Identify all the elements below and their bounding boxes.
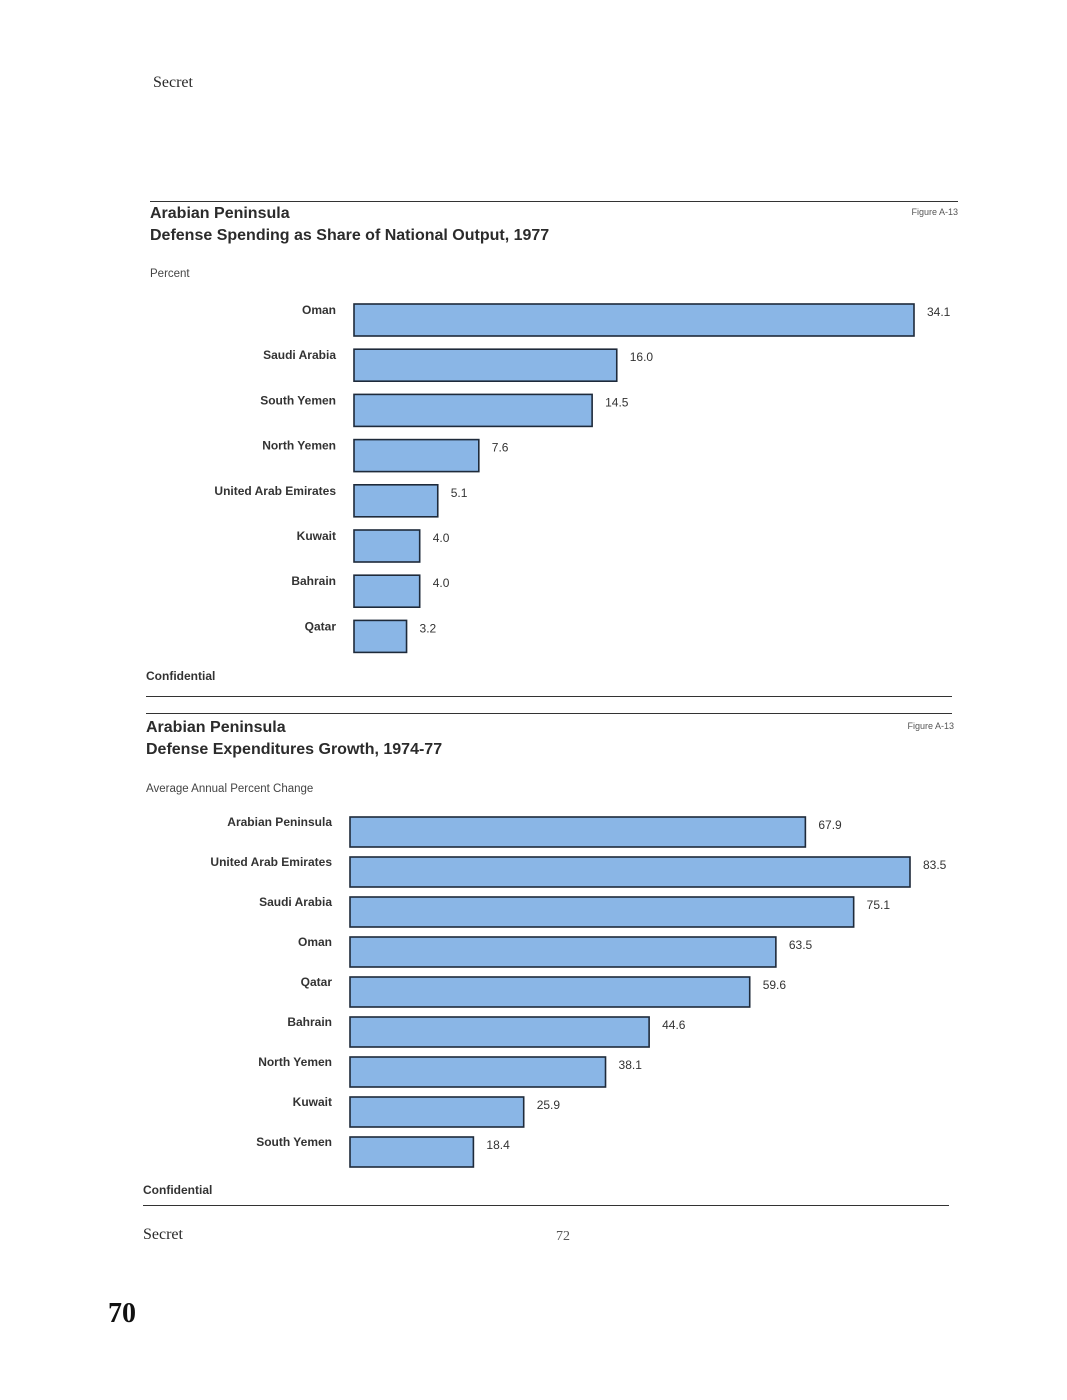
chart2-category-label: Kuwait [292,1095,332,1109]
chart2-value-label: 44.6 [662,1018,686,1032]
chart2-category-label: South Yemen [256,1135,332,1149]
chart2-title: Arabian Peninsula [146,719,286,736]
chart2-category-label: Bahrain [287,1015,332,1029]
chart1-category-label: United Arab Emirates [214,483,336,498]
chart2-category-label: North Yemen [258,1055,332,1069]
chart2-bar [350,897,854,927]
chart1-value-label: 4.0 [432,531,450,545]
chart1-value-label: 3.2 [419,621,437,636]
chart2-category-label: United Arab Emirates [210,855,332,869]
chart2-category-label: Oman [297,935,332,949]
chart2-category-label: Qatar [300,975,332,989]
chart2-value-label: 75.1 [866,898,891,912]
chart1-title: Arabian Peninsula [150,205,290,222]
chart1-value-label: 16.0 [629,350,654,365]
handwritten-page-number: 70 [108,1298,136,1329]
chart2-bar [350,1137,473,1167]
chart2-category-label: Saudi Arabia [259,895,332,909]
chart1-category-label: Oman [301,303,336,317]
chart2-bar [350,977,750,1007]
chart2-subtitle: Defense Expenditures Growth, 1974-77 [146,741,443,758]
chart1-value-label: 14.5 [605,395,629,410]
chart2-bar [350,1097,524,1127]
chart2-bar [350,1057,606,1087]
chart1-category-label: South Yemen [260,393,336,408]
chart2-bar [350,817,805,847]
chart2-classification: Confidential [143,1183,213,1197]
chart2-bar [350,937,776,967]
chart2-unit-label: Average Annual Percent Change [146,783,314,795]
footer-page-number: 72 [556,1229,570,1244]
chart1-category-label: Bahrain [291,574,336,589]
chart1-value-label: 7.6 [491,440,509,455]
chart2-value-label: 59.6 [762,978,787,992]
chart1-value-label: 34.1 [927,305,951,319]
chart1-unit-label: Percent [150,268,190,280]
chart1-subtitle: Defense Spending as Share of National Output, 1977 [150,227,550,244]
chart2-bottom-rule [143,1205,949,1206]
chart2-value-label: 38.1 [618,1058,642,1072]
chart1-category-label: Saudi Arabia [263,348,336,363]
chart1-category-label: Qatar [304,619,336,634]
chart2-value-label: 18.4 [486,1138,510,1152]
chart2-value-label: 67.9 [818,818,842,832]
chart1-figure-label: Figure A-13 [911,207,958,217]
chart1-category-label: North Yemen [262,438,336,453]
chart1-category-label: Kuwait [296,529,336,543]
chart2-value-label: 83.5 [923,858,947,872]
chart1-value-label: 4.0 [432,576,450,591]
chart2-bar [350,1017,649,1047]
chart2-bar [350,857,910,887]
chart1-value-label: 5.1 [450,485,468,500]
footer-classification: Secret [143,1226,183,1243]
chart1-classification: Confidential [146,669,216,683]
chart2-value-label: 25.9 [536,1098,561,1112]
header-classification: Secret [153,74,193,91]
chart2-value-label: 63.5 [788,938,813,952]
chart2-figure-label: Figure A-13 [907,721,954,731]
chart2-category-label: Arabian Peninsula [227,815,332,829]
